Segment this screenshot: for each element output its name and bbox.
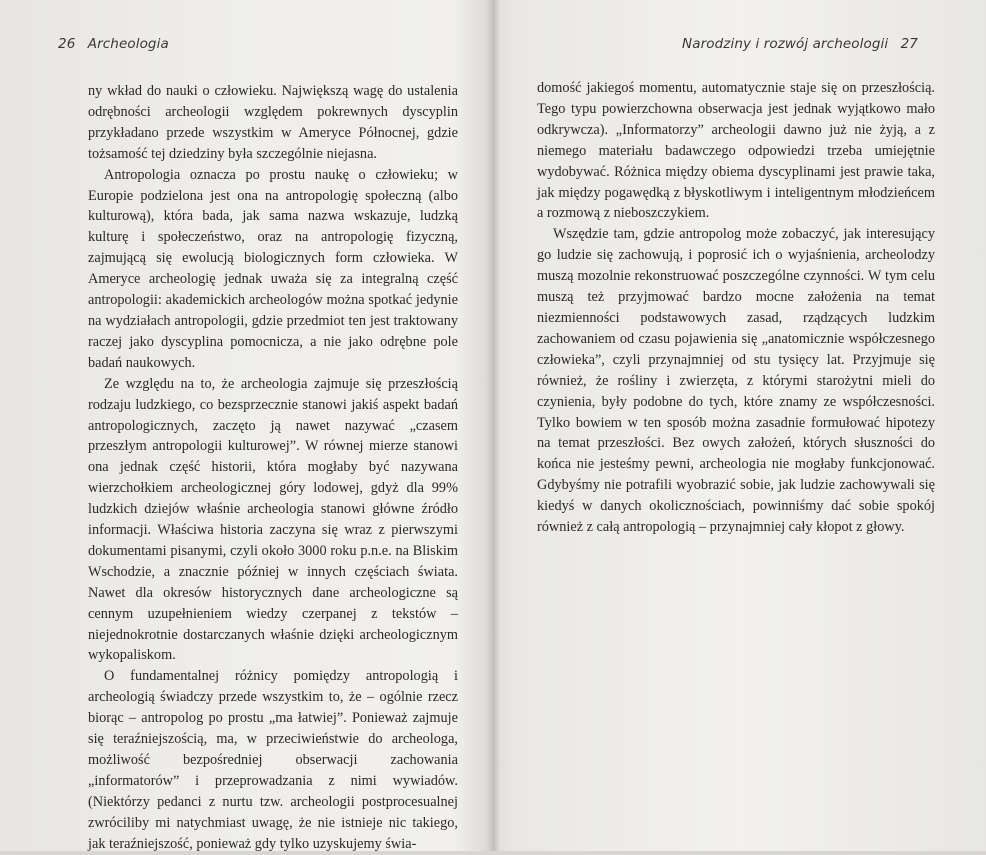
left-page-number: 26 bbox=[58, 36, 76, 52]
left-page bbox=[0, 0, 490, 851]
left-running-head-title: Archeologia bbox=[87, 36, 169, 52]
right-running-head-title: Narodziny i rozwój archeologii bbox=[682, 36, 889, 52]
left-body-text bbox=[88, 81, 458, 855]
paragraph: Ze względu na to, że archeologia zajmuje się przeszłością rodzaju ludzkiego, co bezsprzecznie stanowi jakiś aspekt badań antropologicznych, zaczęto ją nawet nazywać „czasem przeszłym antropologii kulturowej”. W równej mierze stanowi ona jednak część historii, która mogłaby być nazywana wierzchołkiem archeologicznej góry lodowej, gdyż dla 99% ludzkich dziejów właśnie archeologia stanowi główne źródło informacji. Właściwa historia zaczyna się wraz z pierwszymi dokumentami pisanymi, czyli około 3000 roku p.n.e. na Bliskim Wschodzie, a znacznie później w innych częściach świata. Nawet dla okresów historycznych dane archeologiczne są cennym uzupełnieniem wiedzy czerpanej z tekstów – niejednokrotnie dostarczanych właśnie dzięki archeologicznym wykopaliskom. bbox=[88, 375, 458, 664]
right-page-number: 27 bbox=[900, 36, 918, 52]
right-page bbox=[496, 0, 986, 851]
paragraph: domość jakiegoś momentu, automatycznie staje się on przeszłością. Tego typu powierzchowna obserwacja jest jednak wyjątkowo mało odkrywcza). „Informatorzy” archeologii dawno już nie żyją, a z niemego materiału badawczego odpowiedzi trzeba umiejętnie wydobywać. Różnica między obiema dyscyplinami jest prawie taka, jak między pogawędką z błyskotliwym i inteligentnym młodzieńcem a rozmową z nieboszczykiem. bbox=[537, 80, 935, 222]
paragraph: Wszędzie tam, gdzie antropolog może zobaczyć, jak interesujący go ludzie się zachowują, i poprosić ich o wyjaśnienia, archeolodzy muszą mozolnie rekonstruować poszczególne czynności. W tym celu muszą też przyjmować bardzo mocne założenia na temat niezmienności podstawowych zasad, rządzących ludzkim zachowaniem od czasu pojawienia się „anatomicznie współczesnego człowieka”, czyli przynajmniej od stu tysięcy lat. Przyjmuje się również, że rośliny i zwierzęta, z którymi starożytni mieli do czynienia, były podobne do tych, które znamy ze współczesności. Tylko bowiem w ten sposób można zasadnie formułować hipotezy na temat przeszłości. Bez owych założeń, których słuszności do końca nie jesteśmy pewni, archeologia nie mogłaby funkcjonować. Gdybyśmy nie potrafili wyobrazić sobie, jak ludzie zachowywali się kiedyś w danych okolicznościach, powinniśmy dać sobie spokój również z całą antropologią – przynajmniej cały kłopot z głowy. bbox=[537, 226, 935, 536]
paragraph: O fundamentalnej różnicy pomiędzy antropologią i archeologią świadczy przede wszystkim to, że – ogólnie rzecz biorąc – antropolog po prostu „ma łatwiej”. Ponieważ zajmuje się teraźniejszością, ma, w przeciwieństwie do archeologa, możliwość bezpośredniej obserwacji zachowania „informatorów” i przeprowadzania z nimi wywiadów. (Niektórzy pedanci z nurtu tzw. archeologii postprocesualnej zwróciliby mi natychmiast uwagę, że nie istnieje nic takiego, jak teraźniejszość, ponieważ gdy tylko uzyskujemy świa- bbox=[88, 668, 458, 852]
right-body-text bbox=[537, 78, 935, 538]
left-running-header bbox=[58, 36, 169, 52]
paragraph: ny wkład do nauki o człowieku. Największą wagę do ustalenia odrębności archeologii względem pokrewnych dyscyplin przykładano przede wszystkim w Ameryce Północnej, gdzie tożsamość tej dziedziny była szczególnie niejasna. bbox=[88, 83, 458, 162]
right-running-header bbox=[682, 36, 918, 52]
paragraph: Antropologia oznacza po prostu naukę o człowieku; w Europie podzielona jest ona na antropologię społeczną (albo kulturową), która bada, jak sama nazwa wskazuje, ludzką kulturę i społeczeństwo, oraz na antropologię fizyczną, zajmującą się ewolucją biologicznych form człowieka. W Ameryce archeologię jednak uważa się za integralną część antropologii: akademickich archeologów można spotkać jedynie na wydziałach antropologii, gdzie przedmiot ten jest traktowany raczej jako dyscyplina pomocnicza, a nie jako odrębne pole badań naukowych. bbox=[88, 166, 458, 371]
